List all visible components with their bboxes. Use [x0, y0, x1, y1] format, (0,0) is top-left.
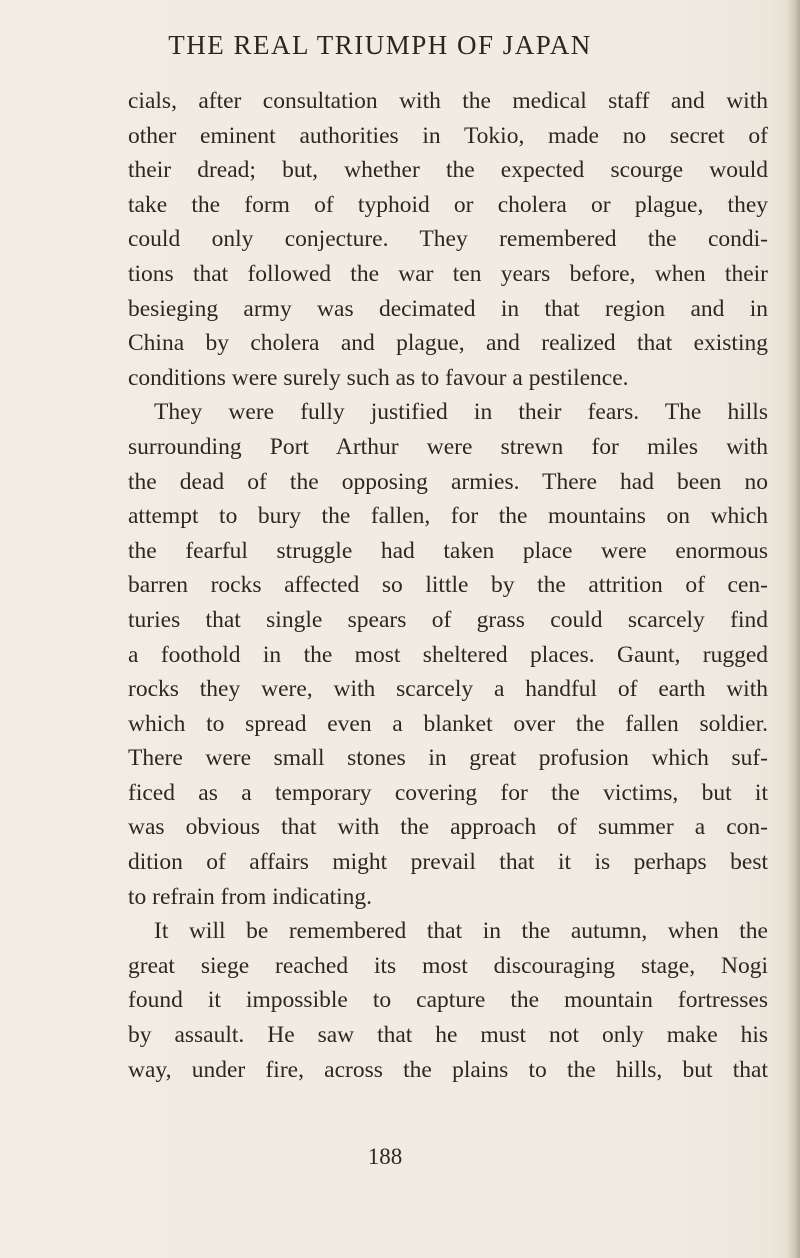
text-line: could only conjecture. They remembered the condi- [128, 226, 768, 253]
text-line: conditions were surely such as to favour a pestilence. [128, 364, 629, 391]
text-line: ficed as a temporary covering for the victims, but it [128, 779, 768, 806]
body-text [128, 84, 768, 1087]
text-line: the dead of the opposing armies. There had been no [128, 468, 768, 495]
page-number: 188 [367, 1144, 403, 1169]
text-line: great siege reached its most discouraging stage, Nogi [128, 952, 768, 979]
text-line: other eminent authorities in Tokio, made no secret of [128, 122, 768, 149]
text-line: was obvious that with the approach of summer a con- [128, 814, 768, 841]
text-line: besieging army was decimated in that region and in [128, 295, 768, 322]
text-line: China by cholera and plague, and realized that existing [128, 330, 768, 357]
text-line: cials, after consultation with the medical staff and with [128, 88, 768, 114]
text-line: tions that followed the war ten years before, when their [128, 260, 768, 287]
text-line: rocks they were, with scarcely a handful of earth with [128, 676, 768, 703]
text-line: attempt to bury the fallen, for the mountains on which [128, 503, 768, 530]
text-line: a foothold in the most sheltered places. Gaunt, rugged [128, 641, 768, 668]
text-line: barren rocks affected so little by the attrition of cen- [128, 572, 768, 599]
text-line: way, under fire, across the plains to the hills, but that [128, 1056, 768, 1083]
text-line: dition of affairs might prevail that it is perhaps best [128, 849, 768, 876]
text-line: It will be remembered that in the autumn, when the [154, 918, 768, 945]
text-line: turies that single spears of grass could scarcely find [128, 606, 768, 633]
text-line: found it impossible to capture the mountain fortresses [128, 987, 768, 1014]
text-line: surrounding Port Arthur were strewn for miles with [128, 433, 768, 460]
text-line: which to spread even a blanket over the fallen soldier. [128, 710, 768, 737]
text-line: the fearful struggle had taken place were enormous [128, 537, 768, 564]
text-line: to refrain from indicating. [128, 883, 373, 910]
text-line: There were small stones in great profusion which suf- [128, 745, 768, 772]
text-line: They were fully justified in their fears. The hills [154, 399, 768, 426]
text-line: by assault. He saw that he must not only make his [128, 1022, 768, 1049]
text-line: take the form of typhoid or cholera or plague, they [128, 191, 768, 218]
page-edge-shadow [786, 0, 800, 1258]
text-line: their dread; but, whether the expected scourge would [128, 157, 768, 184]
running-head: THE REAL TRIUMPH OF JAPAN [168, 30, 592, 60]
